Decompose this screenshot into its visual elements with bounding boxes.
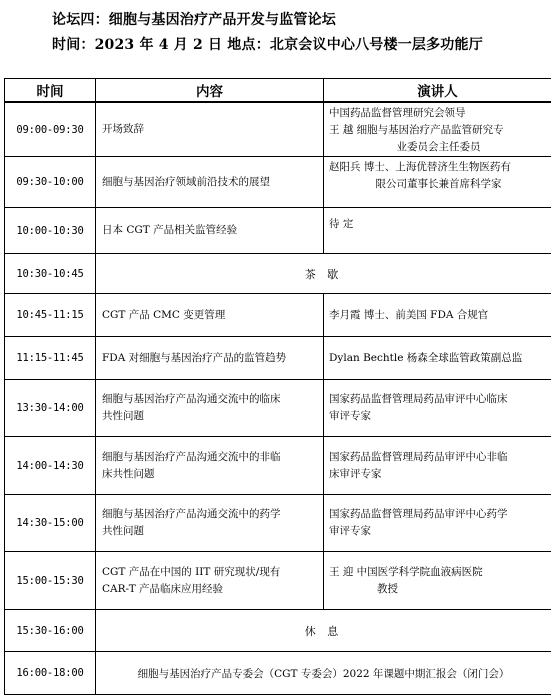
- content-line: 开场致辞: [102, 123, 144, 135]
- header-time: 时间: [5, 79, 96, 103]
- content-line: 共性问题: [102, 410, 144, 422]
- speaker-line: 赵阳兵 博士、上海优替济生生物医药有: [329, 161, 511, 173]
- row-content: [96, 552, 324, 610]
- row-time: 09:30-10:00: [5, 157, 96, 208]
- speaker-line: 待 定: [329, 218, 354, 230]
- table-header-row: [5, 79, 551, 103]
- row-time: 10:00-10:30: [5, 208, 96, 254]
- table-row: [5, 437, 551, 495]
- speaker-line: 教授: [377, 582, 398, 595]
- table-row: [5, 380, 551, 437]
- row-content: [96, 157, 324, 208]
- content-line: 细胞与基因治疗产品沟通交流中的药学: [102, 508, 281, 520]
- speaker-line: 审评专家: [329, 410, 371, 422]
- row-speaker: [324, 380, 551, 437]
- forum-title: 论坛四：细胞与基因治疗产品开发与监管论坛: [52, 12, 336, 28]
- row-time: 13:30-14:00: [5, 380, 96, 437]
- row-content: [96, 495, 324, 552]
- content-line: FDA 对细胞与基因治疗产品的监管趋势: [102, 351, 287, 364]
- content-line: 床共性问题: [102, 467, 155, 480]
- row-time: 10:30-10:45: [5, 254, 96, 294]
- forum-time-location: 时间：2023 年 4 月 2 日 地点：北京会议中心八号楼一层多功能厅: [52, 37, 483, 53]
- row-content: [96, 437, 324, 495]
- speaker-line: 王 越 细胞与基因治疗产品监管研究专: [329, 124, 504, 136]
- schedule-table: [4, 78, 551, 695]
- speaker-line: 审评专家: [329, 525, 371, 537]
- content-line: CAR-T 产品临床应用经验: [102, 582, 224, 595]
- row-time: 11:15-11:45: [5, 337, 96, 380]
- table-row: [5, 157, 551, 208]
- speaker-line: Dylan Bechtle 杨森全球监管政策副总监: [329, 351, 523, 364]
- row-speaker: [324, 208, 551, 254]
- row-speaker: [324, 495, 551, 552]
- row-content: [96, 208, 324, 254]
- speaker-line: 中国药品监督管理研究会领导: [329, 107, 466, 119]
- table-row: [5, 294, 551, 337]
- content-line: 细胞与基因治疗领域前沿技术的展望: [102, 175, 270, 188]
- row-time: 14:30-15:00: [5, 495, 96, 552]
- row-time: 09:00-09:30: [5, 102, 96, 157]
- header-content: 内容: [96, 79, 324, 103]
- table-row: [5, 652, 551, 695]
- row-time: 15:00-15:30: [5, 552, 96, 610]
- table-row: [5, 208, 551, 254]
- tea-break: 茶 歇: [96, 254, 551, 294]
- speaker-line: 国家药品监督管理局药品审评中心临床: [329, 393, 508, 405]
- speaker-line: 床审评专家: [329, 467, 382, 480]
- row-speaker: [324, 437, 551, 495]
- row-content: [96, 294, 324, 337]
- row-speaker: [324, 552, 551, 610]
- header-speaker: 演讲人: [324, 79, 551, 103]
- row-speaker: [324, 337, 551, 380]
- speaker-line: 国家药品监督管理局药品审评中心非临: [329, 450, 508, 463]
- row-speaker: [324, 157, 551, 208]
- table-row: [5, 254, 551, 294]
- row-speaker: [324, 294, 551, 337]
- speaker-line: 国家药品监督管理局药品审评中心药学: [329, 508, 508, 520]
- content-line: 日本 CGT 产品相关监管经验: [102, 224, 238, 236]
- row-content: [96, 102, 324, 157]
- row-content: [96, 380, 324, 437]
- row-time: 10:45-11:15: [5, 294, 96, 337]
- table-row: [5, 610, 551, 652]
- closed-meeting: 细胞与基因治疗产品专委会（CGT 专委会）2022 年课题中期汇报会（闭门会）: [96, 652, 551, 695]
- row-content: [96, 337, 324, 380]
- row-time: 16:00-18:00: [5, 652, 96, 695]
- content-line: 细胞与基因治疗产品沟通交流中的临床: [102, 393, 281, 405]
- table-row: [5, 552, 551, 610]
- speaker-line: 王 迎 中国医学科学院血液病医院: [329, 565, 483, 578]
- content-line: CGT 产品 CMC 变更管理: [102, 308, 226, 321]
- table-row: [5, 337, 551, 380]
- row-time: 15:30-16:00: [5, 610, 96, 652]
- content-line: 共性问题: [102, 525, 144, 537]
- rest-break: 休 息: [96, 610, 551, 652]
- speaker-line: 李月霞 博士、前美国 FDA 合规官: [329, 308, 489, 321]
- speaker-line: 限公司董事长兼首席科学家: [375, 178, 502, 190]
- row-time: 14:00-14:30: [5, 437, 96, 495]
- table-row: [5, 102, 551, 157]
- speaker-line: 业委员会主任委员: [396, 141, 481, 153]
- table-row: [5, 495, 551, 552]
- content-line: CGT 产品在中国的 IIT 研究现状/现有: [102, 565, 281, 578]
- row-speaker: [324, 102, 551, 157]
- content-line: 细胞与基因治疗产品沟通交流中的非临: [102, 450, 281, 463]
